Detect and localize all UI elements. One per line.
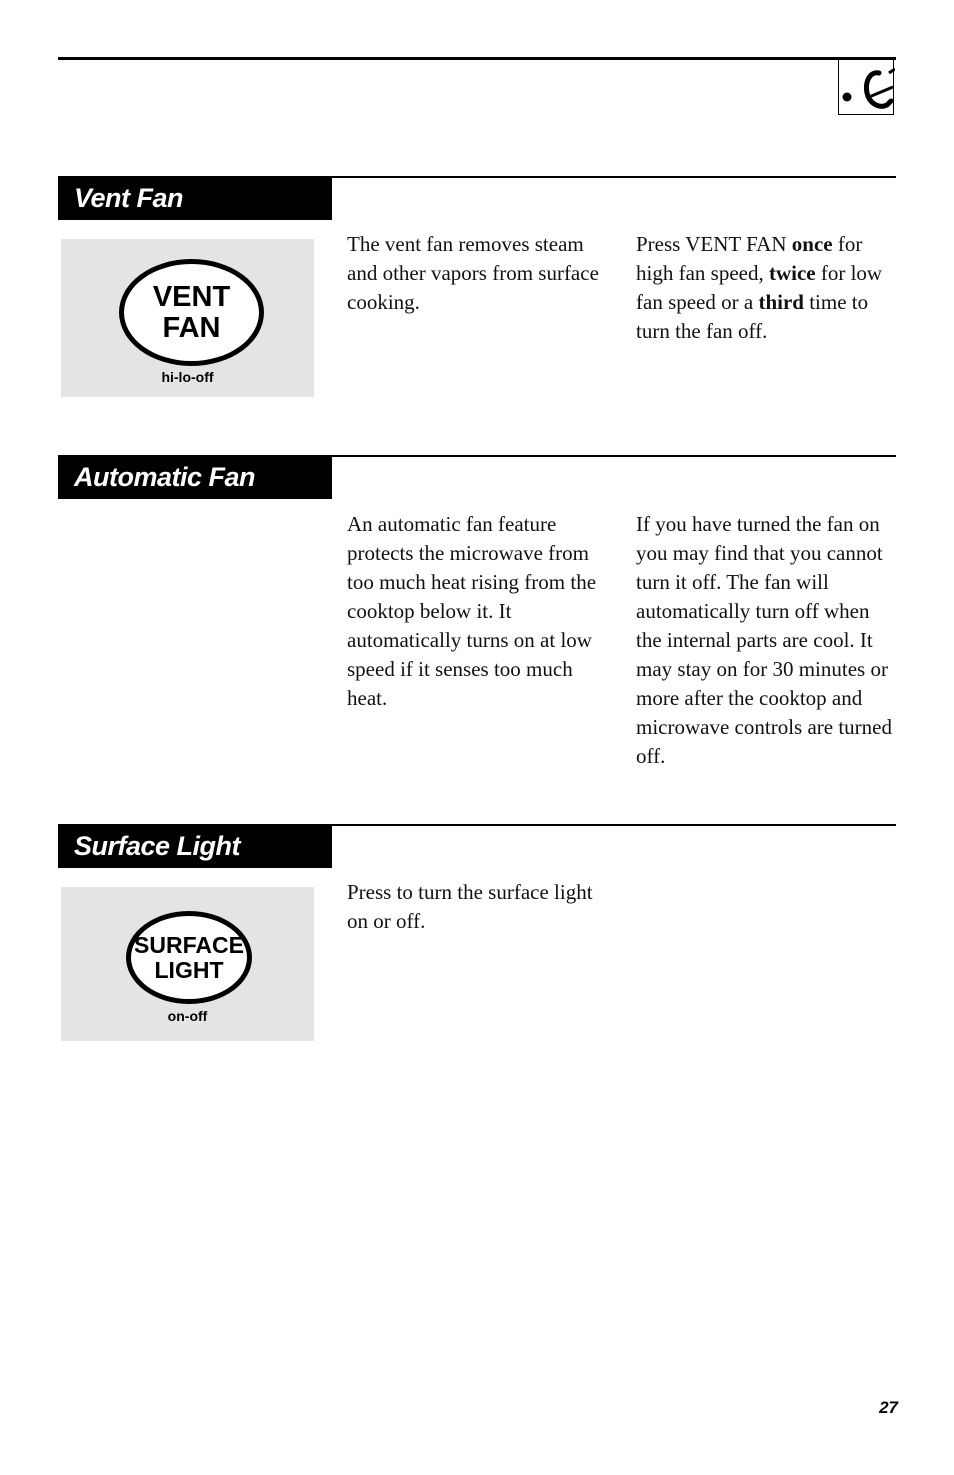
- bold-twice: twice: [768, 261, 816, 285]
- automatic-fan-note: If you have turned the fan on you may find that you cannot turn it off. The fan will automatically turn off when the internal parts are cool. It may stay on for 30 minutes or more after the cooktop and microwave controls are turned off.: [636, 512, 892, 768]
- section-heading: Surface Light: [58, 824, 332, 868]
- vent-fan-caption: hi-lo-off: [161, 369, 214, 385]
- vent-fan-control-panel: [61, 239, 314, 397]
- surface-light-button[interactable]: [126, 911, 252, 1004]
- bold-third: third: [758, 290, 804, 314]
- text-run: Press VENT FAN: [636, 232, 792, 256]
- page-number: 27: [879, 1398, 898, 1417]
- surface-light-button-line2: LIGHT: [154, 956, 224, 983]
- surface-light-button-line1: SURFACE: [134, 932, 244, 959]
- surface-light-description: Press to turn the surface light on or off.: [347, 880, 593, 933]
- bold-once: once: [791, 232, 833, 256]
- text-run: time to turn the fan off.: [636, 290, 869, 343]
- text-run: for low fan speed or a: [636, 261, 883, 314]
- surface-light-caption: on-off: [167, 1008, 208, 1024]
- section-heading: Vent Fan: [58, 176, 332, 220]
- surface-light-control-panel: [61, 887, 314, 1041]
- ge-pen-logo-icon: [839, 57, 895, 115]
- vent-fan-instructions: [636, 230, 896, 346]
- logo-box: [838, 57, 894, 115]
- automatic-fan-description: An automatic fan feature protects the microwave from too much heat rising from the cooktop below it. It automatically turns on at low speed if it senses too much heat.: [347, 512, 597, 710]
- vent-fan-button[interactable]: [119, 259, 264, 366]
- vent-fan-description: The vent fan removes steam and other vapors from surface cooking.: [347, 232, 599, 314]
- text-run: for high fan speed,: [636, 232, 863, 285]
- vent-fan-button-line1: VENT: [152, 281, 231, 314]
- header-rule: [58, 57, 896, 60]
- section-heading: Automatic Fan: [58, 455, 332, 499]
- vent-fan-button-line2: FAN: [162, 311, 221, 344]
